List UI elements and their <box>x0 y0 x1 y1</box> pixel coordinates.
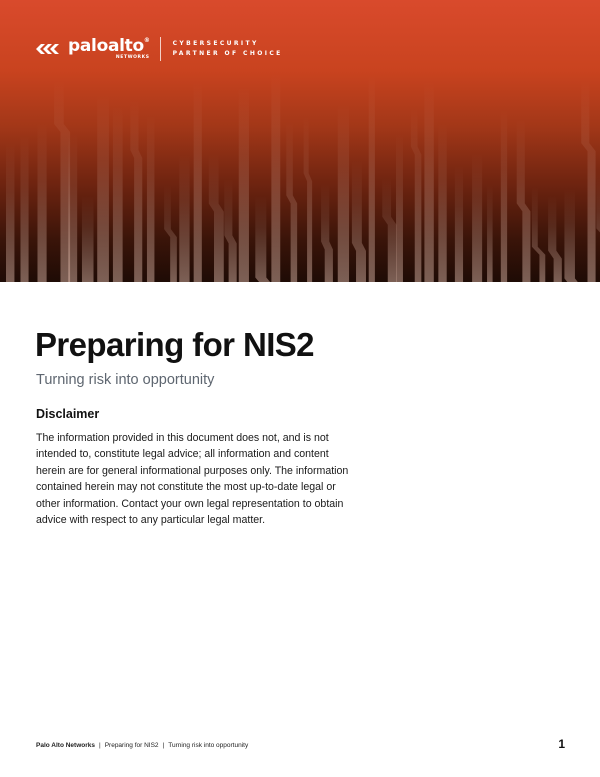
footer-doc-title: Preparing for NIS2 <box>104 742 159 749</box>
hero-banner <box>0 0 600 282</box>
page-number: 1 <box>558 737 565 751</box>
hero-stripe <box>501 110 507 282</box>
disclaimer-heading: Disclaimer <box>36 407 100 421</box>
hero-stripe <box>68 133 77 282</box>
hero-stripe <box>130 100 142 282</box>
hero-stripe <box>20 136 28 282</box>
disclaimer-line: advice with respect to any particular legal matter. <box>36 514 266 527</box>
footer-company: Palo Alto Networks <box>36 742 95 749</box>
page-footer <box>36 742 248 749</box>
hero-stripe <box>424 81 433 282</box>
hero-stripe <box>517 119 531 282</box>
hero-stripe <box>6 143 14 282</box>
hero-stripe <box>438 124 446 282</box>
hero-stripe <box>97 95 109 282</box>
hero-stripe <box>271 73 280 282</box>
hero-stripe <box>369 75 375 282</box>
hero-stripe <box>286 121 297 282</box>
logo-wordmark <box>68 35 150 61</box>
document-subtitle: Turning risk into opportunity <box>36 372 215 388</box>
hero-stripe <box>37 123 46 282</box>
disclaimer-text <box>36 430 376 528</box>
logo-name: paloalto <box>68 35 144 56</box>
disclaimer-line: herein are for general informational purposes only. The information <box>36 464 349 477</box>
document-title: Preparing for NIS2 <box>35 326 314 363</box>
disclaimer-line: contained herein may not constitute the most up-to-date legal or <box>36 481 336 494</box>
hero-stripe <box>179 155 189 282</box>
hero-stripe <box>194 82 202 282</box>
hero-stripe <box>581 80 595 282</box>
brand-divider <box>160 37 161 61</box>
hero-stripe <box>396 133 403 282</box>
logo-subtext: NETWORKS <box>115 54 150 60</box>
hero-stripe <box>472 153 482 282</box>
hero-stripe <box>255 196 273 282</box>
hero-stripe <box>82 196 94 282</box>
hero-stripe <box>113 107 123 282</box>
hero-stripe <box>532 187 545 282</box>
footer-separator: | <box>99 742 101 749</box>
hero-stripe <box>411 108 421 282</box>
hero-stripe <box>548 196 562 282</box>
paloalto-logo-icon <box>36 40 64 58</box>
tagline-line-1: CYBERSECURITY <box>172 40 259 47</box>
hero-stripe <box>54 80 70 282</box>
hero-stripe <box>596 172 600 282</box>
hero-stripe <box>224 179 236 282</box>
hero-stripe <box>304 117 312 282</box>
hero-stripe <box>147 116 154 282</box>
disclaimer-line: The information provided in this document does not, and is not <box>36 432 329 444</box>
brand-header <box>36 34 283 64</box>
tagline-line-2: PARTNER OF CHOICE <box>172 50 283 57</box>
hero-stripe <box>487 185 493 282</box>
registered-mark: ® <box>143 36 150 44</box>
disclaimer-line: intended to, constitute legal advice; all information and content <box>36 448 329 461</box>
hero-stripe <box>352 161 366 282</box>
hero-stripe <box>455 166 463 282</box>
disclaimer-line: other information. Contact your own legal representation to obtain <box>36 497 344 510</box>
footer-separator: | <box>162 742 165 749</box>
hero-stripe <box>564 189 581 282</box>
hero-stripe <box>209 154 224 282</box>
brand-tagline <box>173 39 283 59</box>
hero-stripe <box>239 87 249 282</box>
footer-doc-subtitle: Turning risk into opportunity <box>168 742 249 749</box>
hero-stripe <box>321 183 333 282</box>
hero-stripe <box>164 185 177 282</box>
hero-stripe <box>338 104 349 282</box>
hero-stripe <box>382 178 396 282</box>
